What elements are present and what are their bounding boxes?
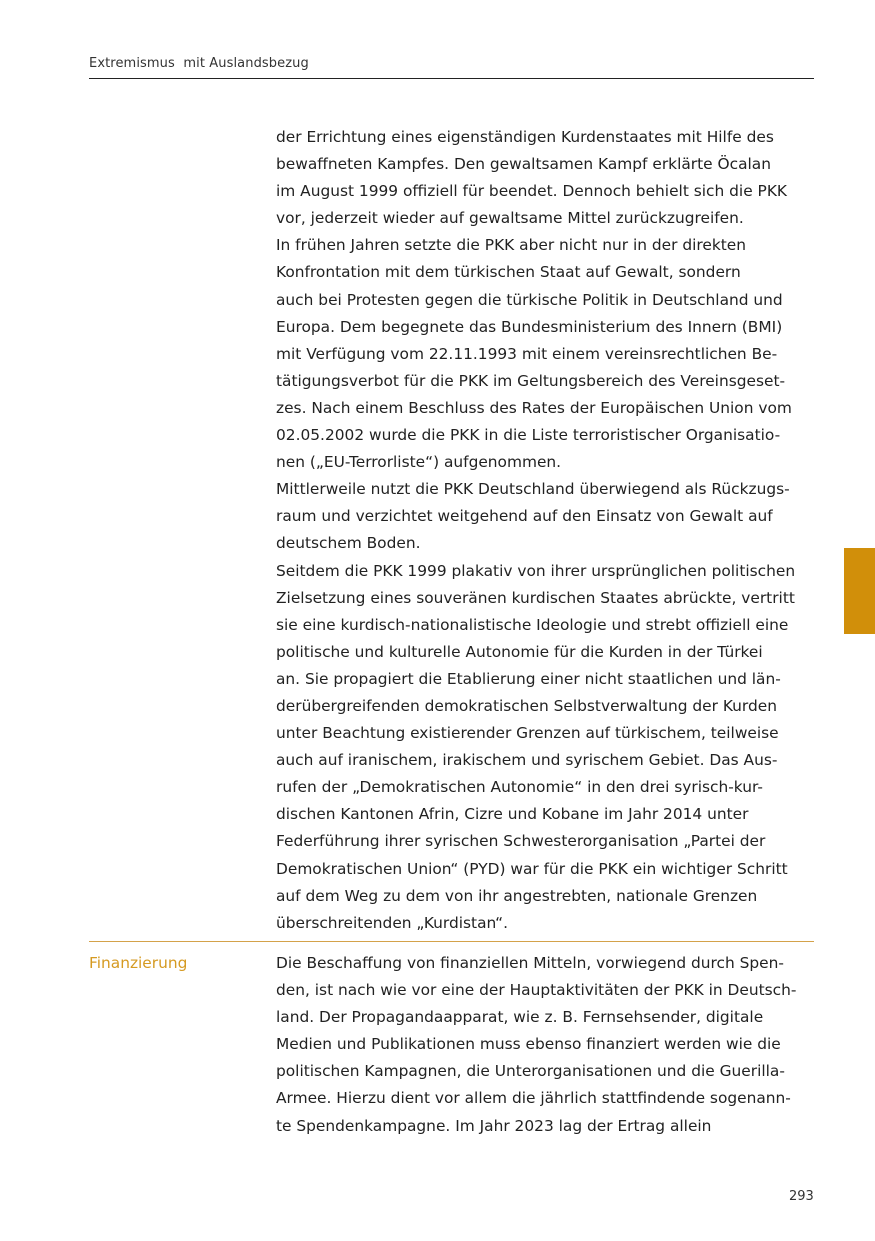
text-line: unter Beachtung existierender Grenzen auf türkischem, teilweise — [276, 724, 779, 743]
chapter-thumb-tab — [844, 548, 875, 634]
text-line: an. Sie propagiert die Etablierung einer nicht staatlichen und län- — [276, 669, 781, 688]
text-line: Federführung ihrer syrischen Schwesterorganisation „Partei der — [276, 832, 766, 851]
text-line: sie eine kurdisch-nationalistische Ideologie und strebt offiziell eine — [276, 615, 789, 634]
text-line: Mittlerweile nutzt die PKK Deutschland überwiegend als Rückzugs- — [276, 480, 790, 499]
section-divider — [89, 941, 814, 942]
text-line: Demokratischen Union“ (PYD) war für die PKK ein wichtiger Schritt — [276, 859, 788, 878]
text-line: In frühen Jahren setzte die PKK aber nicht nur in der direkten — [276, 236, 746, 255]
text-line: deutschem Boden. — [276, 534, 421, 553]
text-line: überschreitenden „Kurdistan“. — [276, 913, 509, 932]
text-line: auch auf iranischem, irakischem und syrischem Gebiet. Das Aus- — [276, 751, 778, 770]
text-line: 02.05.2002 wurde die PKK in die Liste terroristischer Organisatio- — [276, 426, 781, 445]
section-label-financing: Finanzierung — [89, 954, 188, 972]
text-line: Armee. Hierzu dient vor allem die jährlich stattfindende sogenann- — [276, 1089, 791, 1108]
text-line: Europa. Dem begegnete das Bundesministerium des Innern (BMI) — [276, 317, 783, 336]
text-line: politischen Kampagnen, die Unterorganisationen und die Guerilla- — [276, 1062, 785, 1081]
running-header-title: Extremismus mit Auslandsbezug — [89, 56, 309, 71]
text-line: der Errichtung eines eigenständigen Kurdenstaates mit Hilfe des — [276, 128, 774, 146]
text-line: bewaffneten Kampfes. Den gewaltsamen Kampf erklärte Öcalan — [276, 155, 771, 174]
text-line: derübergreifenden demokratischen Selbstverwaltung der Kurden — [276, 696, 777, 715]
text-line: dischen Kantonen Afrin, Cizre und Kobane im Jahr 2014 unter — [276, 805, 749, 824]
text-line: Medien und Publikationen muss ebenso finanziert werden wie die — [276, 1035, 781, 1054]
text-line: vor, jederzeit wieder auf gewaltsame Mittel zurückzugreifen. — [276, 209, 744, 228]
text-line: Konfrontation mit dem türkischen Staat auf Gewalt, sondern — [276, 263, 741, 282]
text-line: tätigungsverbot für die PKK im Geltungsbereich des Vereinsgeset- — [276, 371, 786, 390]
text-line: raum und verzichtet weitgehend auf den Einsatz von Gewalt auf — [276, 507, 773, 526]
page-number: 293 — [789, 1189, 814, 1204]
financing-section-text — [276, 950, 821, 1140]
header-divider — [89, 78, 814, 79]
text-line: auf dem Weg zu dem von ihr angestrebten, nationale Grenzen — [276, 886, 758, 905]
text-line: mit Verfügung vom 22.11.1993 mit einem vereinsrechtlichen Be- — [276, 344, 778, 363]
text-line: Seitdem die PKK 1999 plakativ von ihrer ursprünglichen politischen — [276, 561, 796, 580]
text-line: Zielsetzung eines souveränen kurdischen Staates abrückte, vertritt — [276, 588, 795, 607]
text-line: Die Beschaffung von finanziellen Mitteln, vorwiegend durch Spen- — [276, 954, 784, 972]
continued-section-text — [276, 124, 821, 937]
text-line: land. Der Propagandaapparat, wie z. B. Fernsehsender, digitale — [276, 1008, 764, 1027]
text-line: den, ist nach wie vor eine der Hauptaktivitäten der PKK in Deutsch- — [276, 981, 797, 1000]
text-line: te Spendenkampagne. Im Jahr 2023 lag der Ertrag allein — [276, 1116, 712, 1135]
text-line: nen („EU-Terrorliste“) aufgenommen. — [276, 453, 562, 472]
text-line: im August 1999 offiziell für beendet. Dennoch behielt sich die PKK — [276, 182, 788, 201]
text-line: zes. Nach einem Beschluss des Rates der Europäischen Union vom — [276, 398, 792, 417]
text-line: politische und kulturelle Autonomie für die Kurden in der Türkei — [276, 642, 763, 661]
text-line: auch bei Protesten gegen die türkische Politik in Deutschland und — [276, 290, 783, 309]
text-line: rufen der „Demokratischen Autonomie“ in den drei syrisch-kur- — [276, 778, 763, 797]
